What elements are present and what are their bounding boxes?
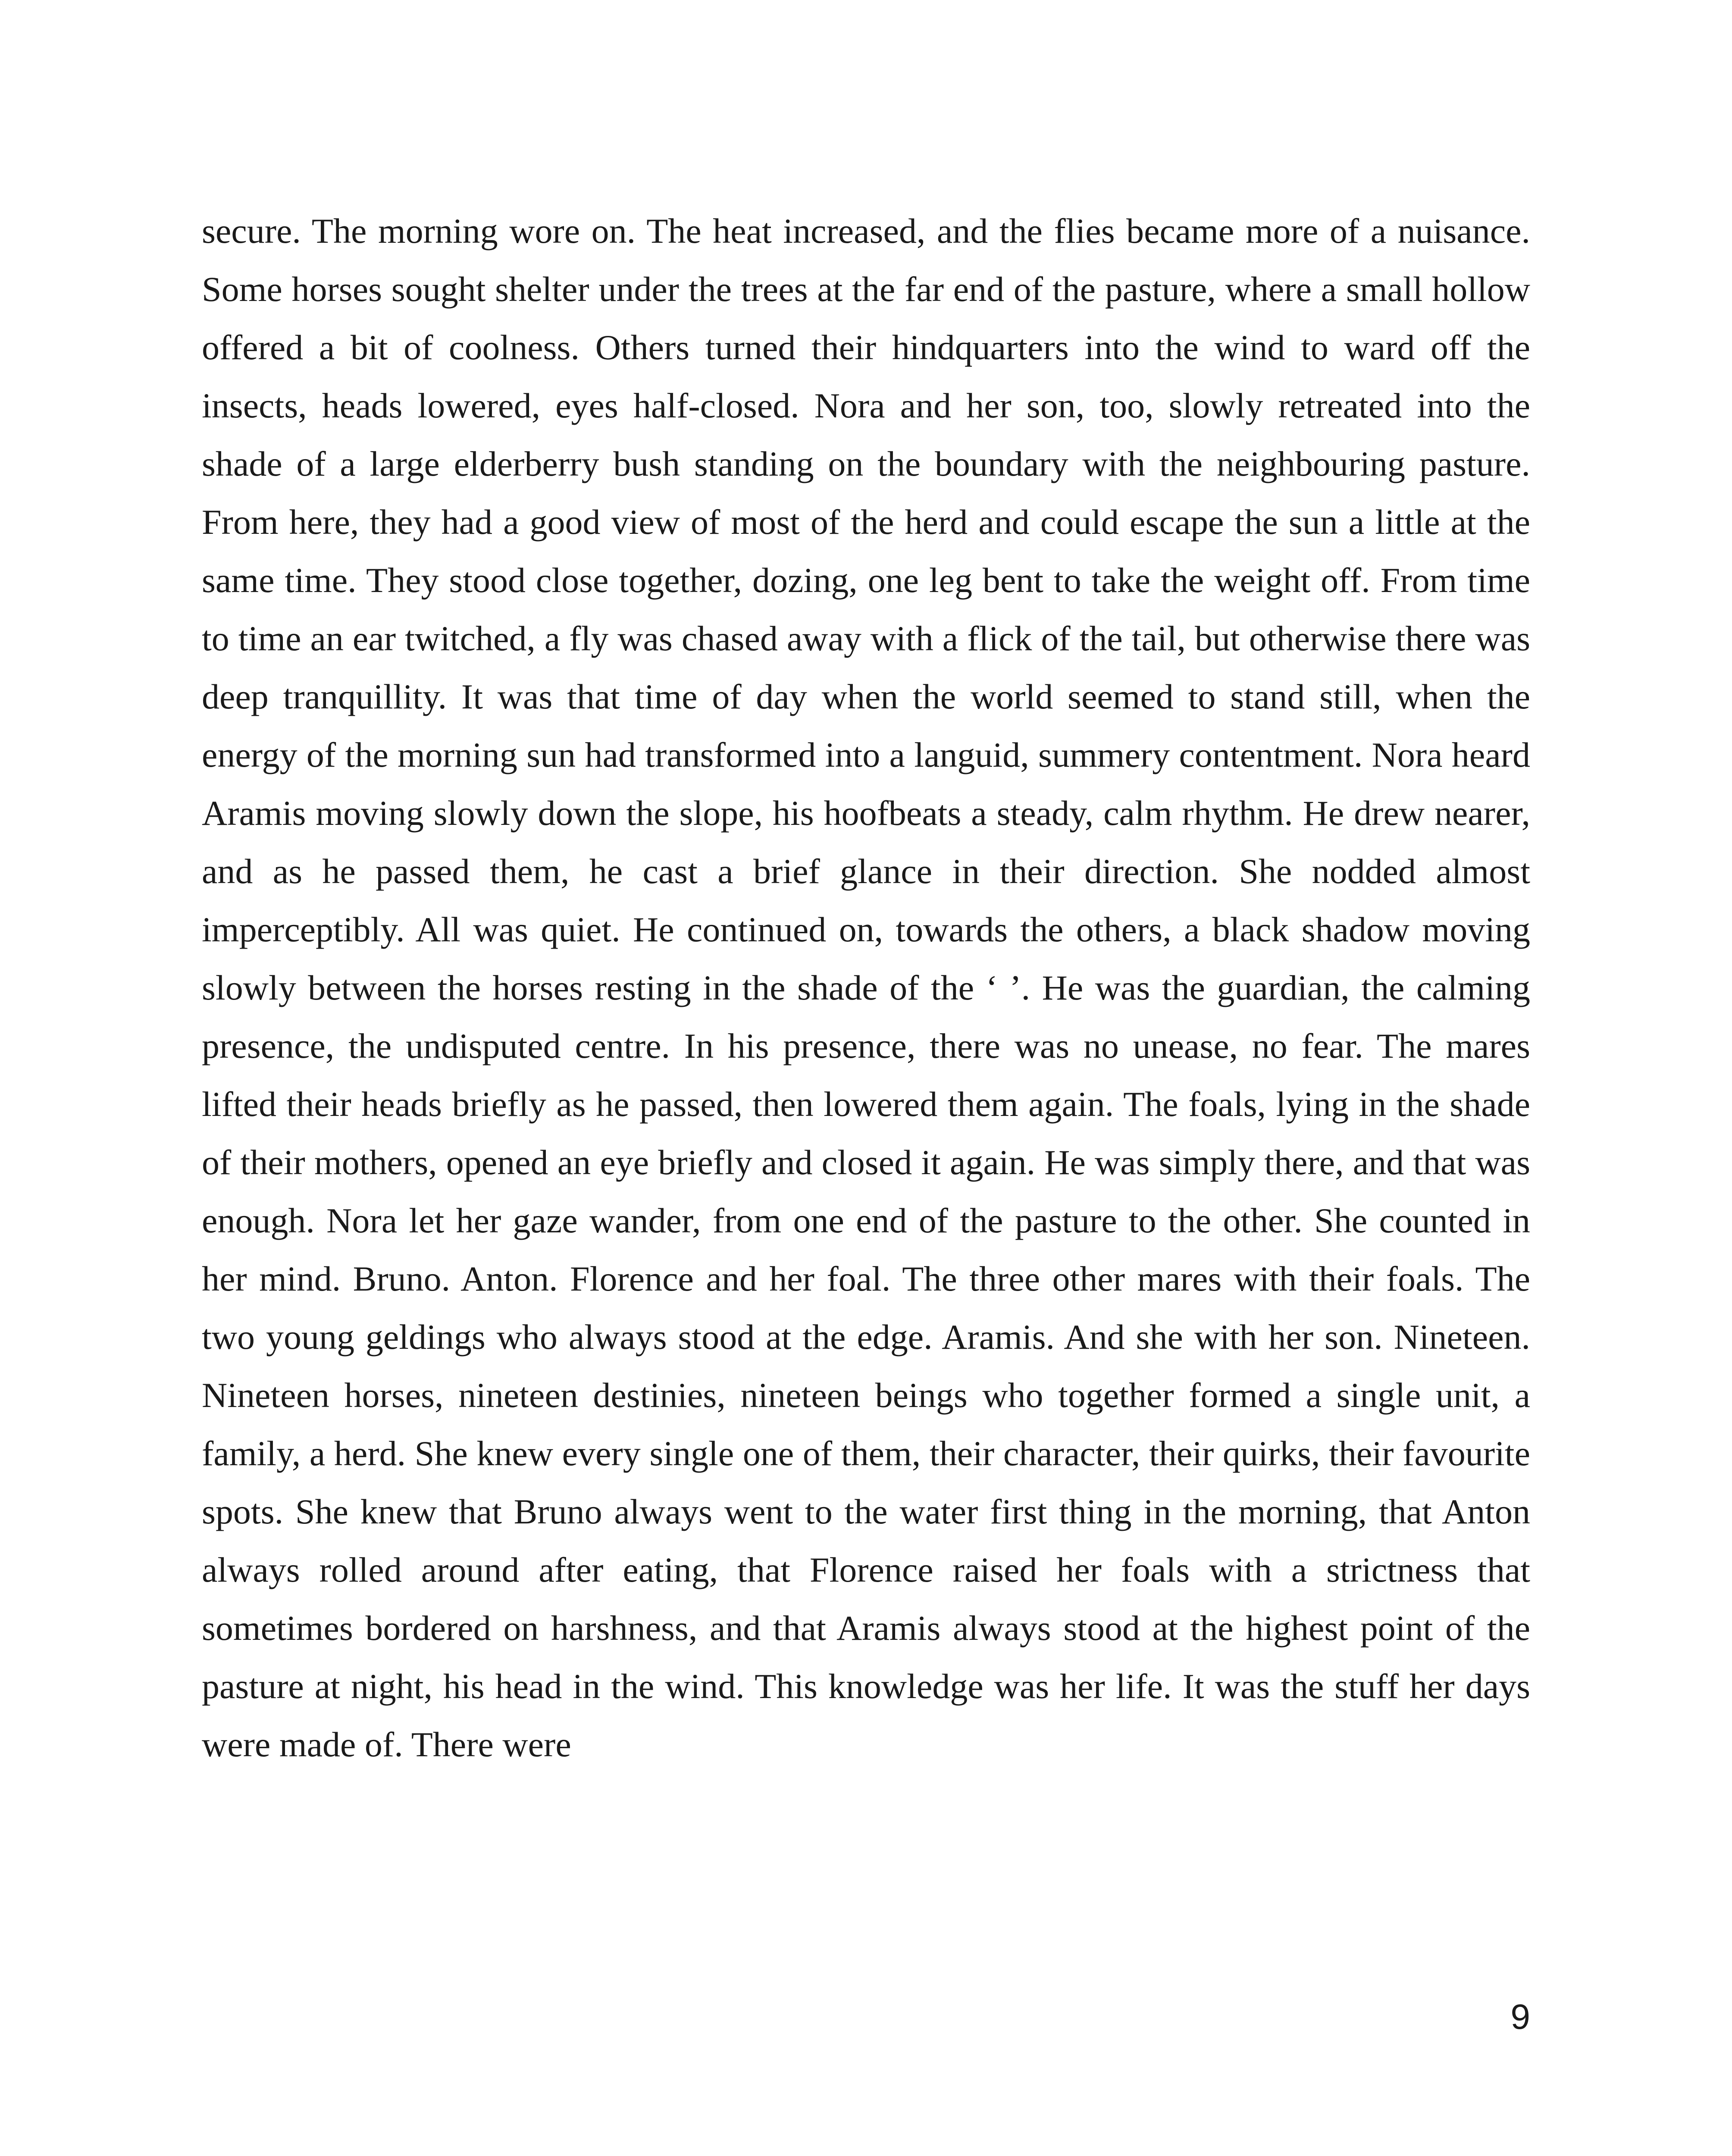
page-number: 9	[1510, 1997, 1530, 2037]
body-paragraph: secure. The morning wore on. The heat increased, and the flies became more of a nuisance. Some horses sought shelter under the trees at the far end of the pasture, where a small hollow offered a bit of coolness. Others turned their hindquarters into the wind to ward off the insects, heads lowered, eyes half-closed. Nora and her son, too, slowly retreated into the shade of a large elderberry bush standing on the boundary with the neighbouring pasture. From here, they had a good view of most of the herd and could escape the sun a little at the same time. They stood close together, dozing, one leg bent to take the weight off. From time to time an ear twitched, a fly was chased away with a flick of the tail, but otherwise there was deep tranquillity. It was that time of day when the world seemed to stand still, when the energy of the morning sun had transformed into a languid, summery contentment. Nora heard Aramis moving slowly down the slope, his hoofbeats a steady, calm rhythm. He drew nearer, and as he passed them, he cast a brief glance in their direction. She nodded almost imperceptibly. All was quiet. He continued on, towards the others, a black shadow moving slowly between the horses resting in the shade of the ‘ ’. He was the guardian, the calming presence, the undisputed centre. In his presence, there was no unease, no fear. The mares lifted their heads briefly as he passed, then lowered them again. The foals, lying in the shade of their mothers, opened an eye briefly and closed it again. He was simply there, and that was enough. Nora let her gaze wander, from one end of the pasture to the other. She counted in her mind. Bruno. Anton. Florence and her foal. The three other mares with their foals. The two young geldings who always stood at the edge. Aramis. And she with her son. Nineteen. Nineteen horses, nineteen destinies, nineteen beings who together formed a single unit, a family, a herd. She knew every single one of them, their character, their quirks, their favourite spots. She knew that Bruno always went to the water first thing in the morning, that Anton always rolled around after eating, that Florence raised her foals with a strictness that sometimes bordered on harshness, and that Aramis always stood at the highest point of the pasture at night, his head in the wind. This knowledge was her life. It was the stuff her days were made of. There were	[202, 211, 1530, 1764]
